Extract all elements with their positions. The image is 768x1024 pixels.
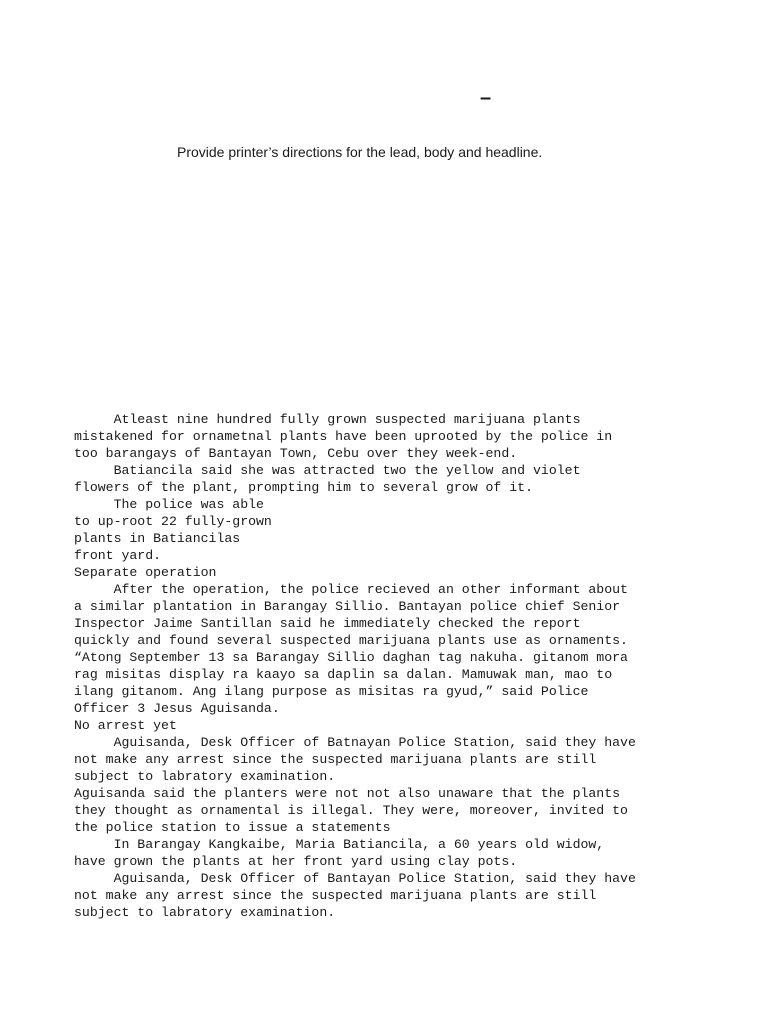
article-line: Aguisanda said the planters were not not also unaware that the plants	[74, 786, 621, 801]
news-article	[74, 411, 734, 921]
article-line: flowers of the plant, prompting him to several grow of it.	[74, 480, 533, 495]
article-line: rag misitas display ra kaayo sa daplin sa dalan. Mamuwak man, mao to	[74, 667, 613, 682]
article-line: The police was able	[74, 497, 264, 512]
article-line: “Atong September 13 sa Barangay Sillio daghan tag nakuha. gitanom mora	[74, 650, 628, 665]
article-line: not make any arrest since the suspected marijuana plants are still	[74, 888, 597, 903]
article-line: Inspector Jaime Santillan said he immediately checked the report	[74, 616, 581, 631]
header-dash: –	[480, 87, 492, 109]
article-line: subject to labratory examination.	[74, 769, 336, 784]
article-line: to up-root 22 fully-grown	[74, 514, 272, 529]
subheading-no-arrest-yet: No arrest yet	[74, 718, 177, 733]
article-line: Aguisanda, Desk Officer of Batnayan Police Station, said they have	[74, 735, 636, 750]
article-line: quickly and found several suspected marijuana plants use as ornaments.	[74, 633, 628, 648]
article-line: Batiancila said she was attracted two the yellow and violet	[74, 463, 581, 478]
article-line: mistakened for ornametnal plants have been uprooted by the police in	[74, 429, 613, 444]
article-line: a similar plantation in Barangay Sillio. Bantayan police chief Senior	[74, 599, 621, 614]
article-line: ilang gitanom. Ang ilang purpose as misitas ra gyud,” said Police	[74, 684, 589, 699]
article-line: In Barangay Kangkaibe, Maria Batiancila, a 60 years old widow,	[74, 837, 605, 852]
article-line: they thought as ornamental is illegal. They were, moreover, invited to	[74, 803, 628, 818]
article-line: too barangays of Bantayan Town, Cebu over they week-end.	[74, 446, 518, 461]
article-line: plants in Batiancilas	[74, 531, 241, 546]
article-line: not make any arrest since the suspected marijuana plants are still	[74, 752, 597, 767]
article-line: Aguisanda, Desk Officer of Bantayan Police Station, said they have	[74, 871, 636, 886]
article-line: After the operation, the police recieved an other informant about	[74, 582, 628, 597]
article-line: front yard.	[74, 548, 162, 563]
article-line: Officer 3 Jesus Aguisanda.	[74, 701, 280, 716]
article-line: subject to labratory examination.	[74, 905, 336, 920]
article-line: Atleast nine hundred fully grown suspected marijuana plants	[74, 412, 581, 427]
printer-directions-instruction: Provide printer’s directions for the lead, body and headline.	[177, 144, 543, 160]
subheading-separate-operation: Separate operation	[74, 565, 217, 580]
article-line: have grown the plants at her front yard using clay pots.	[74, 854, 518, 869]
article-line: the police station to issue a statements	[74, 820, 391, 835]
